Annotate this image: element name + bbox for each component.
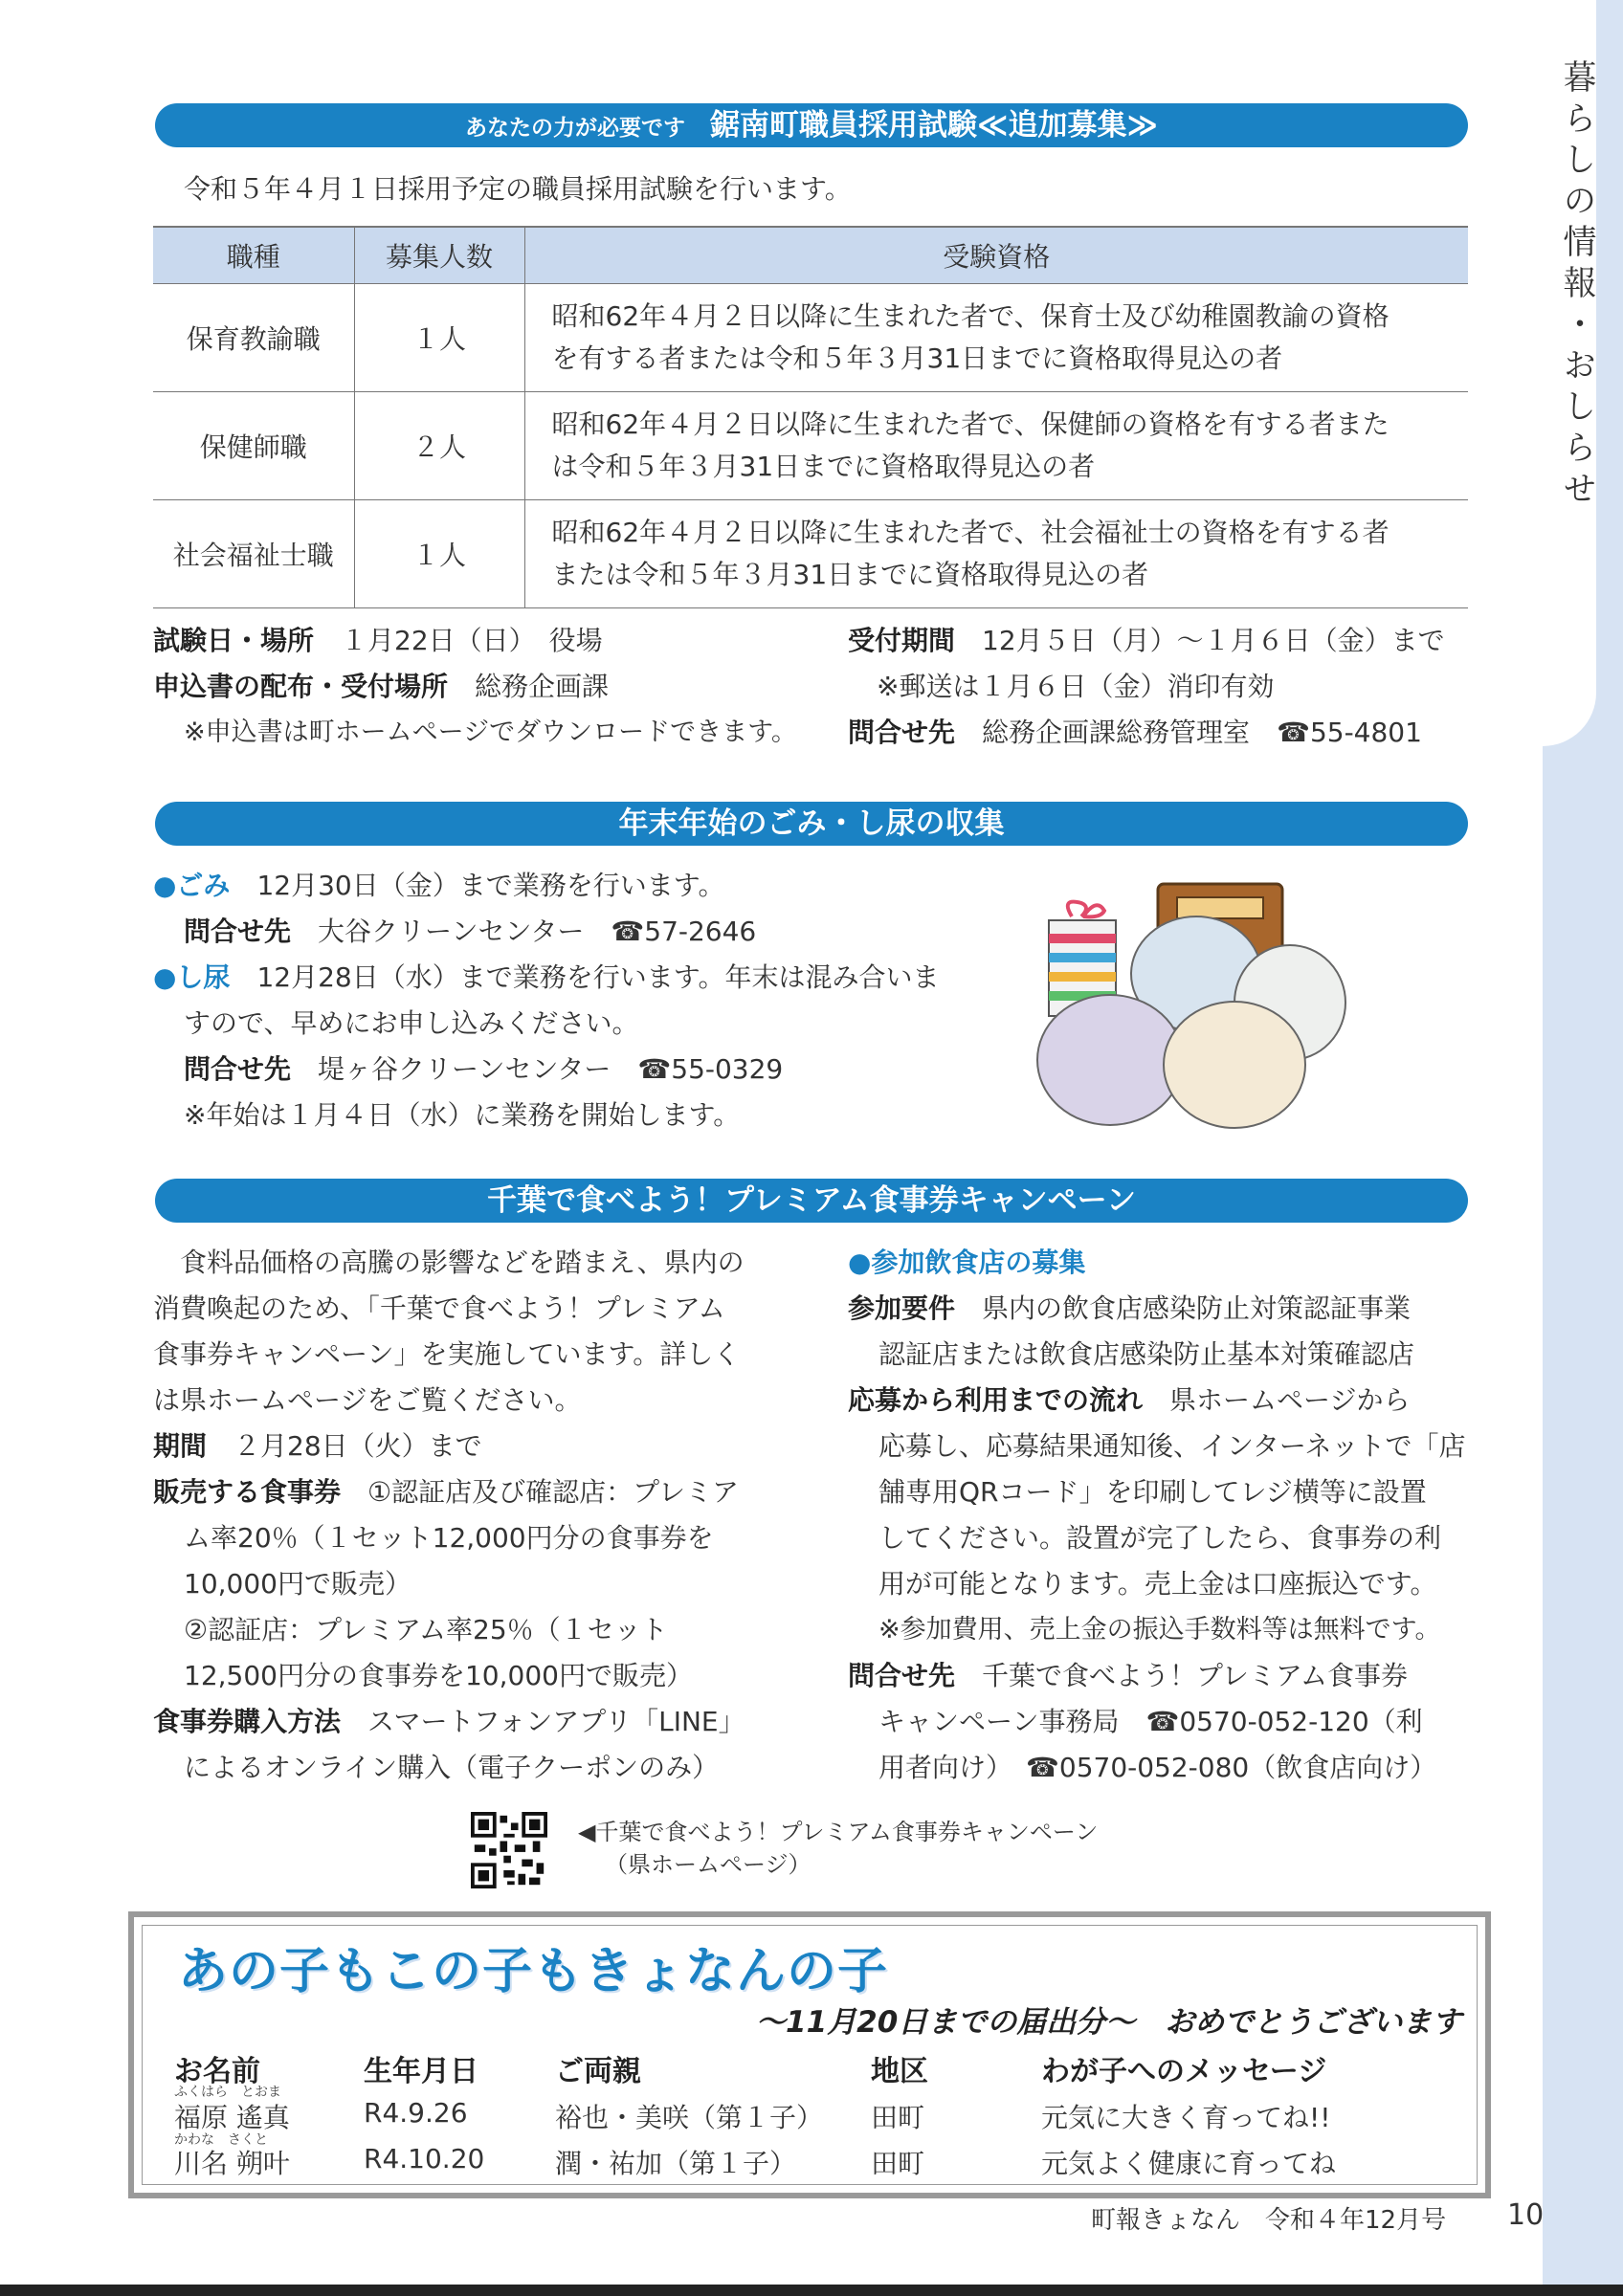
kids-birth: R4.9.26: [364, 2097, 468, 2129]
kids-subtitle: ～11月20日までの届出分～ おめでとうございます: [756, 2005, 1462, 2040]
flow-line-2: 応募し、応募結果通知後、インターネットで「店: [878, 1430, 1466, 1462]
campaign-intro-2: 消費喚起のため、「千葉で食べよう！プレミアム: [153, 1292, 725, 1324]
flow-line-4: してください。設置が完了したら、食事券の利: [878, 1522, 1442, 1554]
campaign-intro-1: 食料品価格の高騰の影響などを踏まえ、県内の: [153, 1247, 745, 1278]
campaign-period: 期間 ２月28日（火）まで: [153, 1430, 482, 1462]
recruit-contact: 問合せ先 総務企画課総務管理室 ☎55-4801: [848, 717, 1422, 748]
bottom-bar: [0, 2285, 1623, 2296]
kids-col-area: 地区: [871, 2055, 928, 2088]
campaign-buy-2: によるオンライン購入（電子クーポンのみ）: [184, 1752, 720, 1783]
job-qualification: 昭和62年４月２日以降に生まれた者で、社会福祉士の資格を有する者 または令和５年３月31日までに資格取得見込の者: [524, 500, 1468, 608]
col-job: 職種: [153, 227, 354, 284]
table-header-row: [153, 227, 1468, 284]
campaign-sale-5: 12,500円分の食事券を10,000円で販売）: [184, 1660, 693, 1691]
kids-message: 元気に大きく育ってね!!: [1041, 2102, 1331, 2133]
apply-info: 申込書の配布・受付場所 総務企画課: [153, 671, 610, 702]
recruit-table: [153, 226, 1468, 608]
kids-ruby: ふくはら とおま: [174, 2085, 281, 2100]
recruit-header-main: 鋸南町職員採用試験≪追加募集≫: [710, 108, 1158, 143]
kids-birth: R4.10.20: [364, 2143, 485, 2175]
campaign-contact-2: キャンペーン事務局 ☎0570-052-120（利: [878, 1706, 1423, 1737]
campaign-buy: 食事券購入方法 スマートフォンアプリ「LINE」: [153, 1706, 745, 1737]
table-row: [153, 392, 1468, 500]
publication-name: 町報きょなん 令和４年12月号: [1091, 2206, 1447, 2235]
garbage-note: ※年始は１月４日（水）に業務を開始します。: [184, 1099, 741, 1131]
recruit-header-small: あなたの力が必要です: [465, 116, 686, 141]
apply-note: ※申込書は町ホームページでダウンロードできます。: [184, 718, 797, 747]
campaign-sale-4: ②認証店：プレミアム率25％（１セット: [184, 1614, 668, 1645]
kids-area: 田町: [871, 2148, 925, 2179]
gomi-line: ●ごみ 12月30日（金）まで業務を行います。: [153, 870, 725, 901]
garbage-illustration: [1034, 878, 1349, 1137]
campaign-sale-3: 10,000円で販売）: [184, 1568, 411, 1600]
campaign-contact-3: 用者向け） ☎0570-052-080（飲食店向け）: [878, 1752, 1437, 1783]
shinyo-line: ●し尿 12月28日（水）まで業務を行います。年末は混み合いま: [153, 961, 940, 993]
recruit-intro: 令和５年４月１日採用予定の職員採用試験を行います。: [184, 173, 852, 205]
kids-col-name: お名前: [174, 2055, 260, 2088]
job-qualification: 昭和62年４月２日以降に生まれた者で、保育士及び幼稚園教諭の資格 を有する者または令和５年３月31日までに資格取得見込の者: [524, 284, 1468, 392]
flow-line-5: 用が可能となります。売上金は口座振込です。: [878, 1568, 1437, 1600]
job-name: 保健師職: [153, 392, 354, 500]
req-line: 参加要件 県内の飲食店感染防止対策認証事業: [848, 1292, 1412, 1324]
phone-icon: ☎55-4801: [1277, 717, 1422, 748]
period-info: 受付期間 12月５日（月）～１月６日（金）まで: [848, 625, 1445, 656]
job-count: １人: [354, 284, 524, 392]
campaign-sale-2: ム率20％（１セット12,000円分の食事券を: [184, 1522, 714, 1554]
job-name: 保育教諭職: [153, 284, 354, 392]
kids-parents: 潤・祐加（第１子）: [555, 2148, 797, 2179]
qr-caption[interactable]: ◀千葉で食べよう！プレミアム食事券キャンペーン （県ホームページ）: [578, 1819, 1099, 1878]
garbage-header: 年末年始のごみ・し尿の収集: [155, 802, 1468, 846]
kids-name: 福原 遙真: [174, 2102, 290, 2133]
col-count: 募集人数: [354, 227, 524, 284]
col-qualification: 受験資格: [524, 227, 1468, 284]
kids-col-message: わが子へのメッセージ: [1041, 2055, 1327, 2088]
table-row: [153, 500, 1468, 608]
page-number: 10: [1507, 2198, 1545, 2232]
campaign-intro-3: 食事券キャンペーン」を実施しています。詳しく: [153, 1338, 741, 1370]
exam-info: 試験日・場所 １月22日（日） 役場: [153, 625, 603, 656]
kids-ruby: かわな さくと: [174, 2132, 268, 2148]
qr-code-icon[interactable]: [471, 1812, 547, 1888]
job-count: ２人: [354, 392, 524, 500]
kids-name: 川名 朔叶: [174, 2148, 290, 2179]
gomi-contact: 問合せ先 大谷クリーンセンター ☎57-2646: [184, 916, 757, 947]
flow-line: 応募から利用までの流れ 県ホームページから: [848, 1384, 1411, 1416]
flow-note: ※参加費用、売上金の振込手数料等は無料です。: [878, 1615, 1441, 1645]
period-note: ※郵送は１月６日（金）消印有効: [877, 671, 1275, 702]
job-name: 社会福祉士職: [153, 500, 354, 608]
kids-col-birth: 生年月日: [364, 2055, 478, 2088]
table-row: [153, 284, 1468, 392]
kids-message: 元気よく健康に育ってね: [1041, 2148, 1337, 2179]
campaign-header: 千葉で食べよう！プレミアム食事券キャンペーン: [155, 1179, 1468, 1223]
shinyo-line-2: すので、早めにお申し込みください。: [184, 1007, 639, 1039]
campaign-intro-4: は県ホームページをご覧ください。: [153, 1384, 582, 1416]
shinyo-contact: 問合せ先 堤ヶ谷クリーンセンター ☎55-0329: [184, 1053, 784, 1085]
recruit-header: [155, 103, 1468, 147]
job-count: １人: [354, 500, 524, 608]
kids-area: 田町: [871, 2102, 925, 2133]
side-tab-label: 暮らしの情報・おしらせ: [1558, 59, 1596, 512]
job-qualification: 昭和62年４月２日以降に生まれた者で、保健師の資格を有する者また は令和５年３月31日までに資格取得見込の者: [524, 392, 1468, 500]
flow-line-3: 舗専用QRコード」を印刷してレジ横等に設置: [878, 1476, 1427, 1508]
restaurant-title: ●参加飲食店の募集: [848, 1247, 1086, 1278]
kids-parents: 裕也・美咲（第１子）: [555, 2102, 824, 2133]
kids-col-parents: ご両親: [555, 2055, 641, 2088]
kids-title: あの子もこの子もきょなんの子: [178, 1943, 889, 2000]
campaign-contact: 問合せ先 千葉で食べよう！プレミアム食事券: [848, 1660, 1408, 1691]
campaign-sale: 販売する食事券 ①認証店及び確認店：プレミア: [153, 1476, 740, 1508]
req-line-2: 認証店または飲食店感染防止基本対策確認店: [878, 1338, 1415, 1370]
